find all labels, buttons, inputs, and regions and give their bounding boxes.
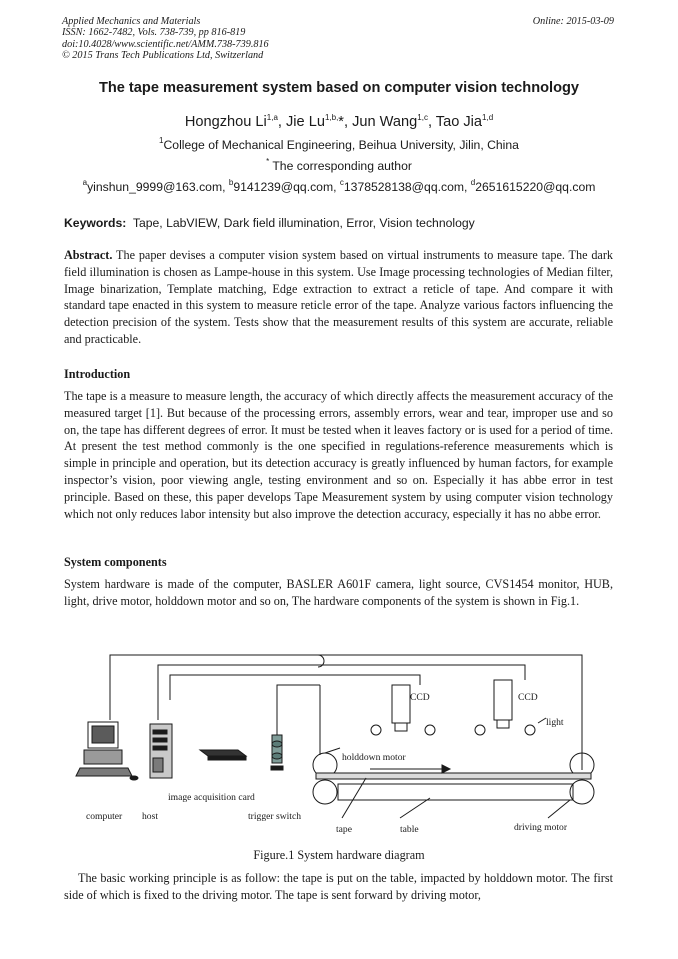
label-holddown-motor: holddown motor [342,752,406,763]
corresponding-star: * [338,114,344,130]
author-sup: 1,c [417,113,428,122]
email: yinshun_9999@163.com, [87,180,226,194]
affiliation-text: College of Mechanical Engineering, Beihua University, Jilin, China [163,138,519,152]
trigger-switch-icon [271,735,283,770]
working-principle-text: The basic working principle is as follow: the tape is put on the table, impacted by holddown motor. The first side of which is fixed to the driving motor. The tape is sent forward by driving motor, [64,871,613,902]
label-tape: tape [336,824,352,835]
light-circle [425,725,435,735]
label-ccd-left: CCD [410,692,430,703]
light-circle [371,725,381,735]
section-heading-introduction: Introduction [64,367,131,381]
wire-host [158,665,525,720]
table [338,784,573,800]
label-acquisition-card: image acquisition card [168,792,255,803]
acquisition-card-icon [200,750,246,760]
email-list [0,180,678,194]
online-date: Online: 2015-03-09 [532,16,614,27]
journal-name: Applied Mechanics and Materials [62,16,201,27]
label-trigger-switch: trigger switch [248,811,302,822]
email-sup: a [82,178,88,187]
author-name: Hongzhou Li [184,114,267,130]
wire-card [170,675,420,700]
author-list: Hongzhou Li$^{1,a}$, Jie $Lu^{1,b,}*$, Jun Wang$^{1,c}$, Tao Jia$^{1,d}$ [184,113,494,130]
keywords [64,216,475,230]
affiliation [0,138,678,152]
pointer-holddown [325,748,340,753]
email-sup: b [228,178,234,187]
tape-strip [316,773,591,779]
corresponding-sup: * [266,157,270,166]
light-circle [525,725,535,735]
label-light: light [546,717,564,728]
abstract-label: Abstract. [64,248,113,262]
label-computer: computer [86,811,123,822]
ccd-camera-left [392,685,410,731]
computer-icon [76,722,138,780]
figure-caption: Figure.1 System hardware diagram [253,848,425,862]
corresponding-text: The corresponding author [269,159,412,173]
keywords-label: Keywords: [64,216,127,230]
paper-title: The tape measurement system based on computer vision technology [98,80,580,96]
light-circle [475,725,485,735]
system-hardware-diagram [70,640,610,840]
issn-line: ISSN: 1662-7482, Vols. 738-739, pp 816-819 [62,27,246,39]
email: 1378528138@qq.com, [343,180,468,194]
roller-bottom-left [313,780,337,804]
label-table: table [400,824,419,835]
wire-trigger [277,685,320,735]
corresponding-note [0,159,678,173]
author-name: Jun Wang [352,114,418,130]
label-host: host [142,811,158,822]
author-sup: 1,b, [324,113,339,122]
copyright-line: © 2015 Trans Tech Publications Ltd, Switzerland [62,50,264,62]
author-name: Tao Jia [435,114,483,130]
email-sup: c [339,178,344,187]
email: 9141239@qq.com, [233,180,337,194]
host-icon [150,724,172,778]
roller-bottom-right [570,780,594,804]
doi-line: doi:10.4028/www.scientific.net/AMM.738-739.816 [62,38,269,50]
pointer-light [538,718,546,723]
affiliation-sup: 1 [159,136,164,145]
email-sup: d [470,178,476,187]
pointer-table [400,798,430,818]
pointer-driving [548,800,570,818]
author-name: Jie Lu [286,114,325,130]
author-sup: 1,d [482,113,494,122]
email: 2651615220@qq.com [475,180,596,194]
label-ccd-right: CCD [518,692,538,703]
arrow-head [442,765,450,773]
system-components-text: System hardware is made of the computer, BASLER A601F camera, light source, CVS1454 monitor, HUB, light, drive motor, holddown motor and so on, The hardware components of the system is shown in Fig.1. [64,577,613,608]
journal-header [62,16,269,62]
label-driving-motor: driving motor [514,822,568,833]
abstract [64,247,613,348]
section-heading-system-components: System components [64,555,167,569]
keywords-text: Tape, LabVIEW, Dark field illumination, Error, Vision technology [132,216,475,230]
ccd-camera-right [494,680,512,728]
author-sup: 1,a [266,113,278,122]
introduction-text: The tape is a measure to measure length, the accuracy of which directly affects the measurement accuracy of the measured target [1]. But because of the processing errors, assembly errors, wear and tear, improper use and so on, the tape has different degrees of error. It must be tested when it leaves factory or is used for a period of time. At present the test method commonly is the one specified in regulations-reference measurements which is simple in principle and operation, but its detection accuracy is greatly influenced by human factors, for example inspector’s vision, poor viewing angle, testing environment and so on. Especially it has abbe error in test principle. Based on these, this paper develops Tape Measurement system by using computer vision technology which not only reduces labor intensity but also improve the detection accuracy, especially it has no abbe error. [64,389,613,521]
abstract-text: The paper devises a computer vision system based on virtual instruments to measure tape. The dark field illumination is chosen as Lampe-house in this system. Use Image processing technologies of Median filter, Image binarization, Template matching, Edge extraction to extract a reticle of tape. And compare it with standard tape enacted in this system to measure reticle error of the tape. Analyze various factors influencing the detection precision of the system. Tests show that the measurement results of this system are accurate, reliable and practicable. [64,248,613,346]
